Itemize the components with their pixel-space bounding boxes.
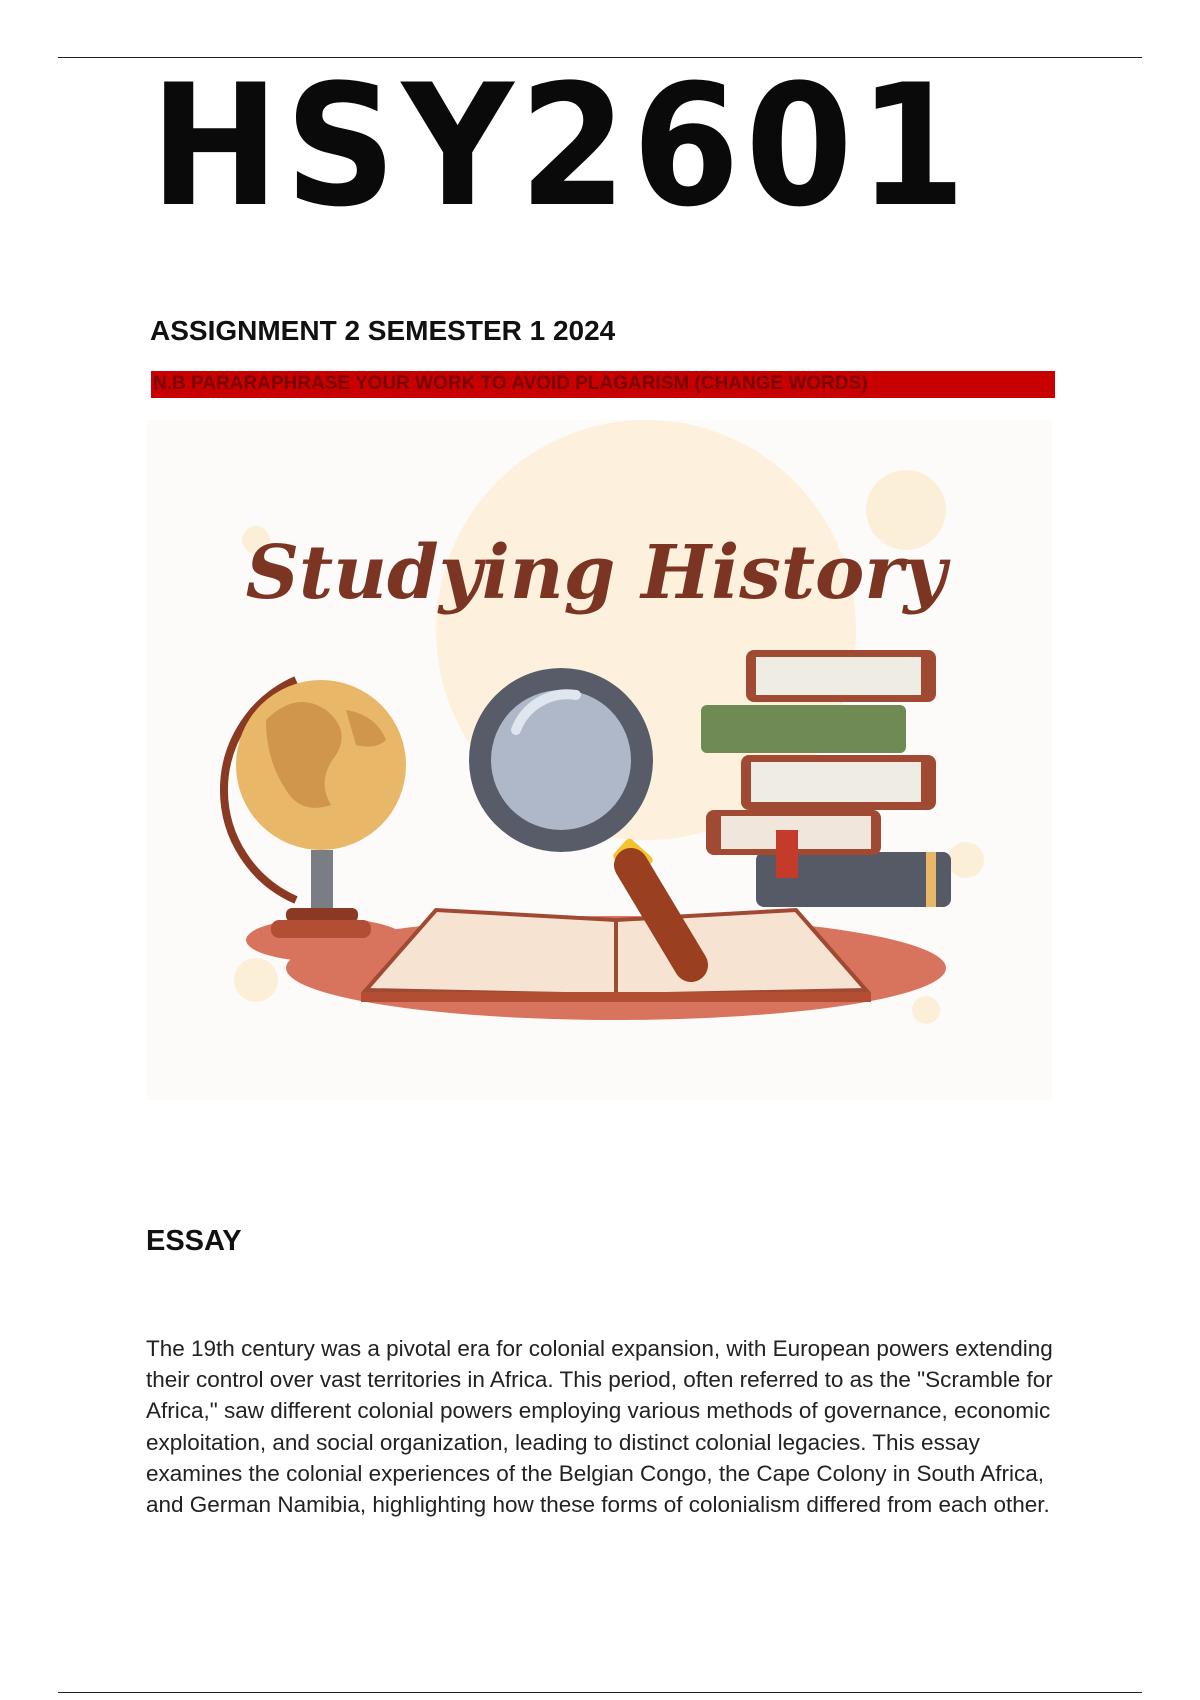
plagiarism-warning-banner <box>151 371 1055 398</box>
course-code-title: HSY2601 <box>150 48 972 244</box>
plagiarism-warning-text: N.B PARARAPHRASE YOUR WORK TO AVOID PLAGARISM (CHANGE WORDS) <box>153 373 868 394</box>
studying-history-illustration <box>146 420 1052 1100</box>
essay-introduction-paragraph: The 19th century was a pivotal era for colonial expansion, with European powers extending their control over vast territories in Africa. This period, often referred to as the "Scramble for Africa," saw different colonial powers employing various methods of governance, economic exploitation, and social organization, leading to distinct colonial legacies. This essay examines the colonial experiences of the Belgian Congo, the Cape Colony in South Africa, and German Namibia, highlighting how these forms of colonialism differed from each other. <box>146 1336 1053 1518</box>
bottom-divider <box>58 1692 1142 1693</box>
open-book-icon <box>361 910 871 1002</box>
essay-heading: ESSAY <box>146 1225 242 1257</box>
assignment-title: ASSIGNMENT 2 SEMESTER 1 2024 <box>150 315 616 346</box>
illustration-heading: Studying History <box>245 530 947 616</box>
